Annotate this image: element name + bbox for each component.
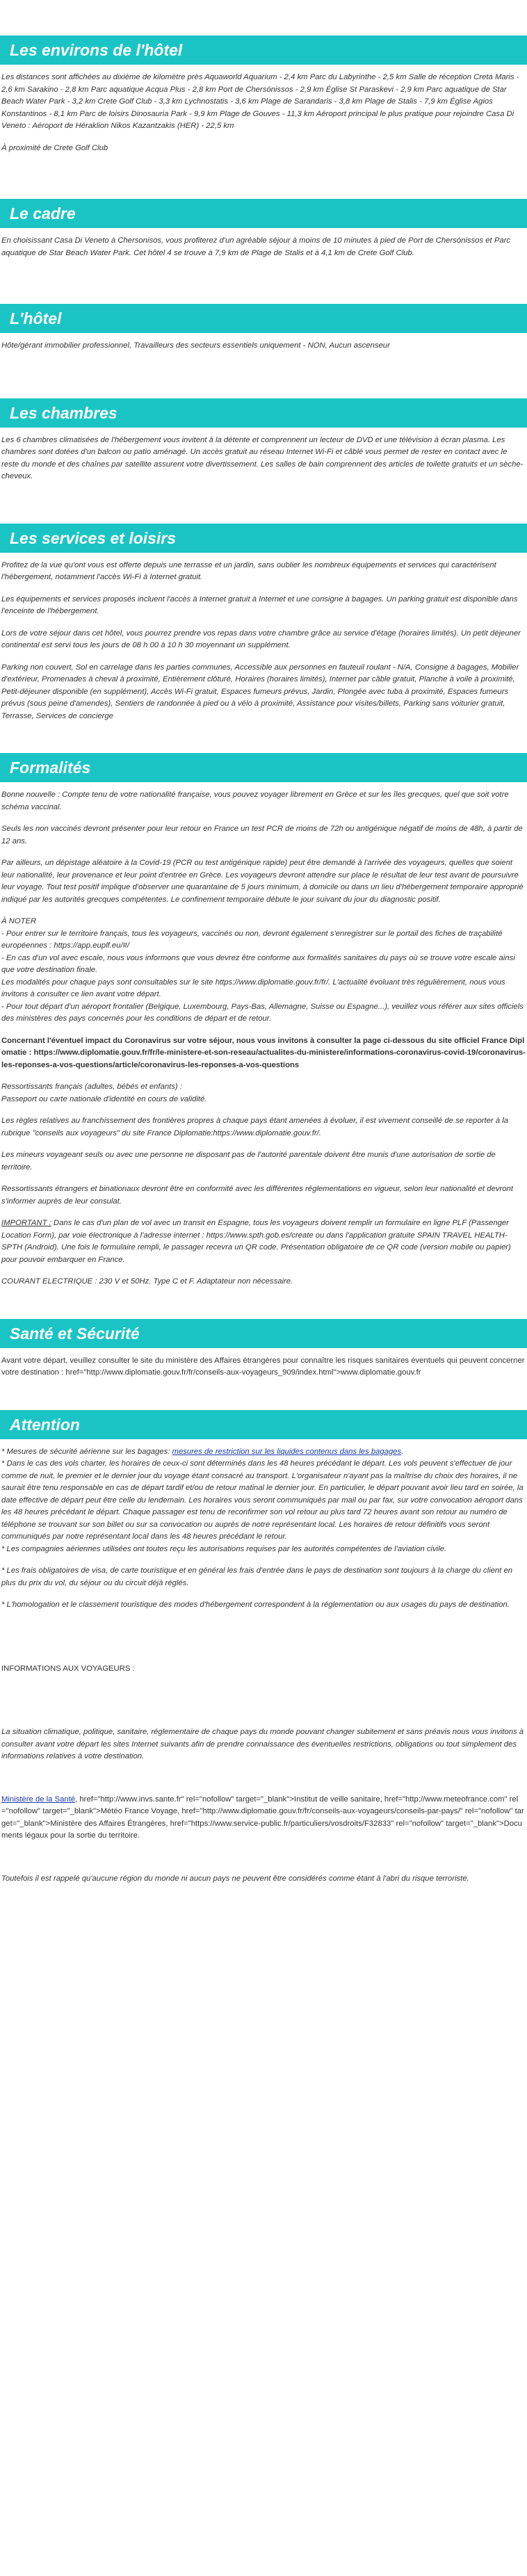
section-attention	[0, 1389, 527, 1886]
formalites-note-4: - Pour tout départ d'un aéroport frontalier (Belgique, Luxembourg, Pays-Bas, Allemagne, Suisse ou Espagne...), veuillez vous référer aux sites officiels des ministères des pays concernés pour les conditions de départ et de retour.	[1, 1002, 524, 1023]
formalites-courant: COURANT ELECTRIQUE : 230 V et 50Hz. Type C et F. Adaptateur non nécessaire.	[1, 1277, 293, 1286]
section-services	[0, 493, 527, 723]
section-environs	[0, 0, 527, 154]
chambres-text: Les 6 chambres climatisées de l'hébergement vous invitent à la détente et comprennent un lecteur de DVD et une télévision à écran plasma. Les chambres sont dotées d'un balcon ou patio aménagé. Un accès gratuit au réseau Internet Wi-Fi et câblé vous permet de rester en contact avec le reste du monde et des chaînes par satellite assurent votre divertissement. Les salles de bain comprennent des articles de toilette gratuits et un sèche-cheveux.	[1, 435, 524, 480]
section-title-chambres: Les chambres	[0, 398, 527, 428]
important-label: IMPORTANT :	[1, 1219, 51, 1227]
attention-p3: * Les compagnies aériennes utilisées ont toutes reçu les autorisations requises par les autorités compétentes de l'aviation civile.	[1, 1544, 447, 1553]
sante-text: Avant votre départ, veuillez consulter le site du ministère des Affaires étrangères pour connaître les risques sanitaires éventuels qui peuvent concerner votre destination : href="http://www.diplomatie.gouv.fr/fr/conseils-aux-voyageurs_909/index.html">www.diplomatie.gouv.fr	[1, 1356, 525, 1377]
section-title-cadre: Le cadre	[0, 199, 527, 228]
formalites-p1: Bonne nouvelle : Compte tenu de votre nationalité française, vous pouvez voyager librement en Grèce et sur les îles grecques, quel que soit votre schéma vaccinal.	[1, 791, 509, 811]
attention-p1-text: * Mesures de sécurité aérienne sur les bagages:	[1, 1447, 172, 1456]
attention-p7	[1, 1794, 526, 1842]
attention-p2: * Dans le cas des vols charter, les horaires de ceux-ci sont déterminés dans les 48 heures précédant le départ. Les vols peuvent s'effectuer de jour comme de nuit, le premier et le dernier jour du voyage étant consacré au transport. L'organisateur n'ayant pas la maîtrise du choix des horaires, il ne saurait être tenu responsable en cas de départ tardif et/ou de retour matinal le dernier jour. En particulier, le départ pouvant avoir lieu tard en soirée, la date effective de départ peut être celle du lendemain. Les horaires vous seront communiqués par mail ou par fax, sur votre convocation aéroport dans les 48 heures précédant le départ. Chaque passager est tenu de reconfirmer son vol retour au plus tard 72 heures avant son retour au numéro de téléphone se trouvant sur son billet ou sur sa convocation ou auprès de notre représentant local. Les horaires de retour définitifs vous seront communiqués par notre représentant local dans les 48 heures précédant le retour.	[1, 1459, 524, 1541]
section-title-environs: Les environs de l'hôtel	[0, 35, 527, 65]
formalites-note-title: À NOTER	[1, 917, 37, 925]
services-p2: Les équipements et services proposés incluent l'accès à Internet gratuit à Internet et une consigne à bagages. Un parking gratuit est disponible dans l'enceinte de l'hébergement.	[1, 594, 518, 615]
formalites-note-1: - Pour entrer sur le territoire français, tous les voyageurs, vaccinés ou non, devront également s'enregistrer sur le portail des fiches de traçabilité européennes : https://app.euplf.eu/#/	[1, 929, 503, 950]
formalites-important	[1, 1217, 526, 1266]
section-title-services: Les services et loisirs	[0, 524, 527, 553]
section-sante	[0, 1298, 527, 1379]
formalites-note-3: Les modalités pour chaque pays sont consultables sur le site https://www.diplomatie.gouv.fr/fr/. L'actualité évoluant très régulièrement, nous vous invitons à consulter ce lien avant votre départ.	[1, 978, 505, 998]
hotel-text: Hôte/gérant immobilier professionnel, Travailleurs des secteurs essentiels uniquement - NON, Aucun ascenseur	[1, 341, 390, 350]
services-p3: Lors de votre séjour dans cet hôtel, vous pourrez prendre vos repas dans votre chambre grâce au service d'étage (horaires limités). Un petit déjeuner continental est servi tous les jours de 08 h 00 à 10 h 30 moyennant un supplément.	[1, 629, 521, 649]
cadre-text: En choisissant Casa Di Veneto à Chersonisos, vous profiterez d'un agréable séjour à moins de 10 minutes à pied de Port de Chersónissos et Parc aquatique de Star Beach Water Park. Cet hôtel 4 se trouve à 7,9 km de Plage de Stalis et à 4,1 km de Crete Golf Club.	[1, 236, 511, 257]
formalites-note-2: - En cas d'un vol avec escale, nous vous informons que vous devrez être conforme aux formalités sanitaires du pays où se trouve votre escale ainsi que votre destination finale.	[1, 953, 515, 974]
section-title-formalites: Formalités	[0, 753, 527, 782]
section-title-attention: Attention	[0, 1410, 527, 1439]
section-formalites	[0, 732, 527, 1288]
important-text: Dans le cas d'un plan de vol avec un transit en Espagne, tous les voyageurs doivent remplir un formulaire en ligne PLF (Passenger Location Form), par voie électronique à l'adresse internet : https://www.spth.gob.es/create ou dans l'application gratuite SPAIN TRAVEL HEALTH-SPTH (Android). Une fois le formulaire rempli, le passager recevra un QR code. Présentation obligatoire de ce QR code (version mobile ou papier) pour pouvoir embarquer en France.	[1, 1219, 511, 1264]
environs-text: Les distances sont affichées au dixième de kilomètre près Aquaworld Aquarium - 2,4 km Parc du Labyrinthe - 2,5 km Salle de réception Creta Maris - 2,6 km Sarakino - 2,8 km Parc aquatique Acqua Plus - 2,8 km Port de Chersónissos - 2,9 km Église St Paraskevi - 2,9 km Parc aquatique de Star Beach Water Park - 3,2 km Crete Golf Club - 3,3 km Lychnostatis - 3,6 km Plage de Sarandaris - 3,8 km Plage de Stalis - 7,9 km Église Agios Konstantinos - 8,1 km Parc de loisirs Dinosauria Park - 9,9 km Plage de Gouves - 11,3 km Aéroport principal le plus pratique pour rejoindre Casa Di Veneto : Aéroport de Héraklion Nikos Kazantzakis (HER) - 22,5 km	[1, 73, 519, 130]
formalites-p5: Les mineurs voyageant seuls ou avec une personne ne disposant pas de l'autorité parentale doivent être munis d'une autorisation de sortie de territoire.	[1, 1151, 496, 1172]
section-hotel	[0, 269, 527, 353]
formalites-ressortissants-text: Passeport ou carte nationale d'identité en cours de validité.	[1, 1094, 207, 1103]
attention-p1	[1, 1446, 526, 1459]
attention-p5: * L'homologation et le classement touristique des modes d'hébergement correspondent à la réglementation ou aux usages du pays de destination.	[1, 1601, 510, 1609]
attention-p1-end: .	[401, 1447, 404, 1456]
attention-infos-title: INFORMATIONS AUX VOYAGEURS :	[1, 1664, 135, 1673]
formalites-p6: Ressortissants étrangers et binationaux devront être en conformité avec les différentes réglementations en vigueur, selon leur nationalité et devront s'informer auprès de leur consulat.	[1, 1185, 513, 1206]
formalites-p2: Seuls les non vaccinés devront présenter pour leur retour en France un test PCR de moins de 72h ou antigénique négatif de moins de 48h, à partir de 12 ans.	[1, 825, 523, 845]
formalites-bold-notice: Concernant l'éventuel impact du Coronavirus sur votre séjour, nous vous invitons à consulter la page ci-dessous du site officiel France Diplomatie : https://www.diplomatie.gouv.fr/fr/le-ministere-et-son-reseau/actualites-du-ministere/informations-coronavirus-covid-19/coronavirus-les-reponses-a-vos-questions/article/coronavirus-les-reponses-a-vos-questions	[1, 1036, 526, 1069]
formalites-ressortissants-title: Ressortissants français (adultes, bébés et enfants) :	[1, 1083, 182, 1091]
section-chambres	[0, 362, 527, 483]
services-p4: Parking non couvert, Sol en carrelage dans les parties communes, Accessible aux personnes en fauteuil roulant - N/A, Consigne à bagages, Mobilier d'extérieur, Promenades à cheval à proximité, Entièrement clôturé, Horaires (horaires limités), Internet par câble gratuit, Planche à voile à proximité, Petit-déjeuner disponible (en supplément), Accès Wi-Fi gratuit, Espaces fumeurs prévus, Jardin, Plongée avec tuba à proximité, Espaces fumeurs prévus (sous peine d'amendes), Sentiers de randonnée à pied ou à vélo à proximité, Assistance pour visites/billets, Parking sans voiturier gratuit, Terrasse, Services de concierge	[1, 663, 519, 720]
section-title-hotel: L'hôtel	[0, 304, 527, 333]
liquids-restriction-link[interactable]: mesures de restriction sur les liquides contenus dans les bagages	[172, 1447, 402, 1456]
services-p1: Profitez de la vue qu'ont vous est offerte depuis une terrasse et un jardin, sans oublier les nombreux équipements et services qui caractérisent l'hébergement, notamment l'accès Wi-Fi à Internet gratuit.	[1, 560, 496, 581]
environs-proximity: À proximité de Crete Golf Club	[1, 143, 108, 152]
formalites-p4: Les règles relatives au franchissement des frontières propres à chaque pays étant amenées à évoluer, il est vivement conseillé de se reporter à la rubrique "conseils aux voyageurs" du site France Diplomatie:https://www.diplomatie.gouv.fr/.	[1, 1117, 509, 1137]
section-cadre	[0, 164, 527, 259]
attention-p8: Toutefois il est rappelé qu'aucune région du monde ni aucun pays ne peuvent être considérés comme étant à l'abri du risque terroriste.	[1, 1874, 469, 1883]
attention-p6: La situation climatique, politique, sanitaire, réglementaire de chaque pays du monde pouvant changer subitement et sans préavis nous vous invitons à consulter avant votre départ les sites Internet suivants afin de prendre connaissance des éventuelles restrictions, obligations ou tout simplement des informations relatives à votre destination.	[1, 1728, 524, 1760]
attention-p7-text: , href="http://www.invs.sante.fr" rel="nofollow" target="_blank">Institut de veille sanitaire, href="http://www.meteofrance.com" rel="nofollow" target="_blank">Météo France Voyage, href="http://www.diplomatie.gouv.fr/fr/conseils-aux-voyageurs/conseils-par-pays/" rel="nofollow" target="_blank">Ministère des Affaires Étrangères, href="https://www.service-public.fr/particuliers/vosdroits/F32833" rel="nofollow" target="_blank">Documents légaux pour la sortie du territoire.	[1, 1795, 524, 1840]
attention-p4: * Les frais obligatoires de visa, de carte touristique et en général les frais d'entrée dans le pays de destination sont toujours à la charge du client en plus du prix du vol, du séjour ou du circuit déjà réglés.	[1, 1566, 513, 1587]
formalites-p3: Par ailleurs, un dépistage aléatoire à la Covid-19 (PCR ou test antigénique rapide) peut être demandé à l'arrivée des voyageurs, quelles que soient leur nationalité, leur provenance et leur point d'entrée en Grèce. Les voyageurs devront attendre sur place le résultat de leur test avant de poursuivre leur voyage. Tout test positif implique d'observer une quarantaine de 5 jours minimum, à domicile ou dans un lieu d'hébergement temporaire approprié indiqué par les autorités grecques compétentes. Le confinement temporaire débute le jour suivant du jour du diagnostic positif.	[1, 859, 524, 904]
ministere-sante-link[interactable]: Ministère de la Santé	[1, 1795, 76, 1804]
section-title-sante: Santé et Sécurité	[0, 1319, 527, 1348]
